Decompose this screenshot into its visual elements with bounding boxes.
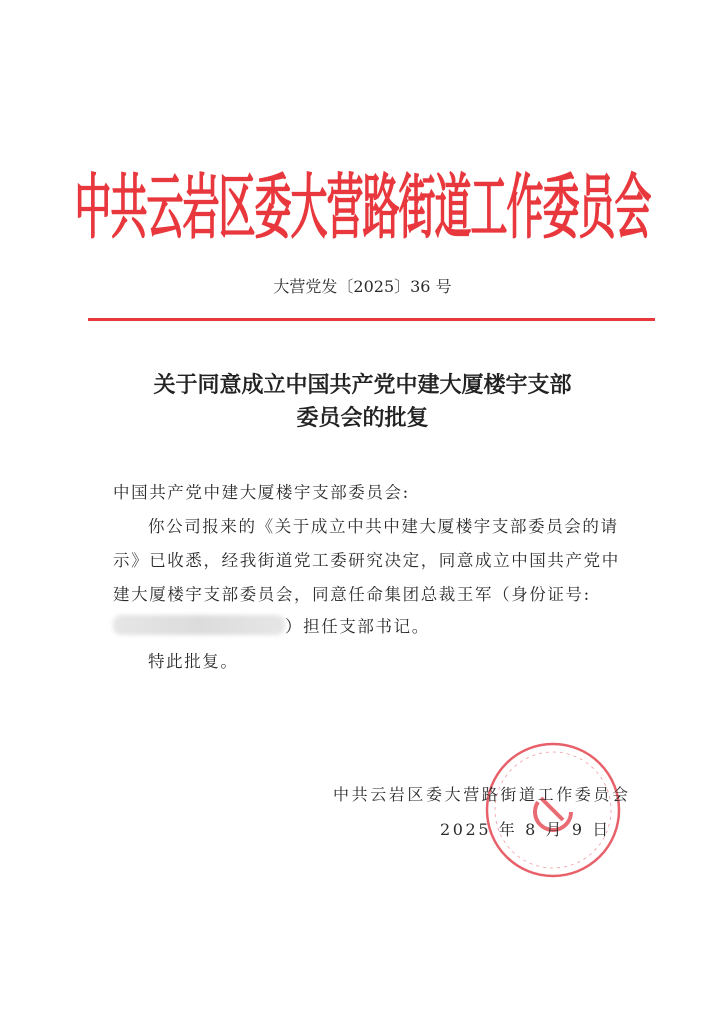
signature-date: 2025 年 8 月 9 日 [440,820,611,839]
body-line: ）担任支部书记。 [285,617,430,636]
document-number: 大营党发〔2025〕36 号 [273,277,452,296]
salutation: 中国共产党中建大厦楼宇支部委员会: [113,483,410,502]
closing: 特此批复。 [148,652,239,671]
document-title-line2: 委员会的批复 [296,405,429,431]
official-seal-stamp [483,740,623,880]
document-title-line1: 关于同意成立中国共产党中建大厦楼宇支部 [153,372,572,398]
body-line: 示》已收悉，经我街道党工委研究决定，同意成立中国共产党中 [113,551,620,570]
signature-organization: 中共云岩区委大营路街道工作委员会 [333,785,631,804]
body-line: 你公司报来的《关于成立中共中建大厦楼宇支部委员会的请 [148,517,619,536]
redacted-id-number [113,615,285,635]
issuer-header: 中共云岩区委大营路街道工作委员会 [74,167,651,249]
body-line: 建大厦楼宇支部委员会，同意任命集团总裁王军（身份证号: [113,585,591,604]
red-divider [88,318,655,321]
